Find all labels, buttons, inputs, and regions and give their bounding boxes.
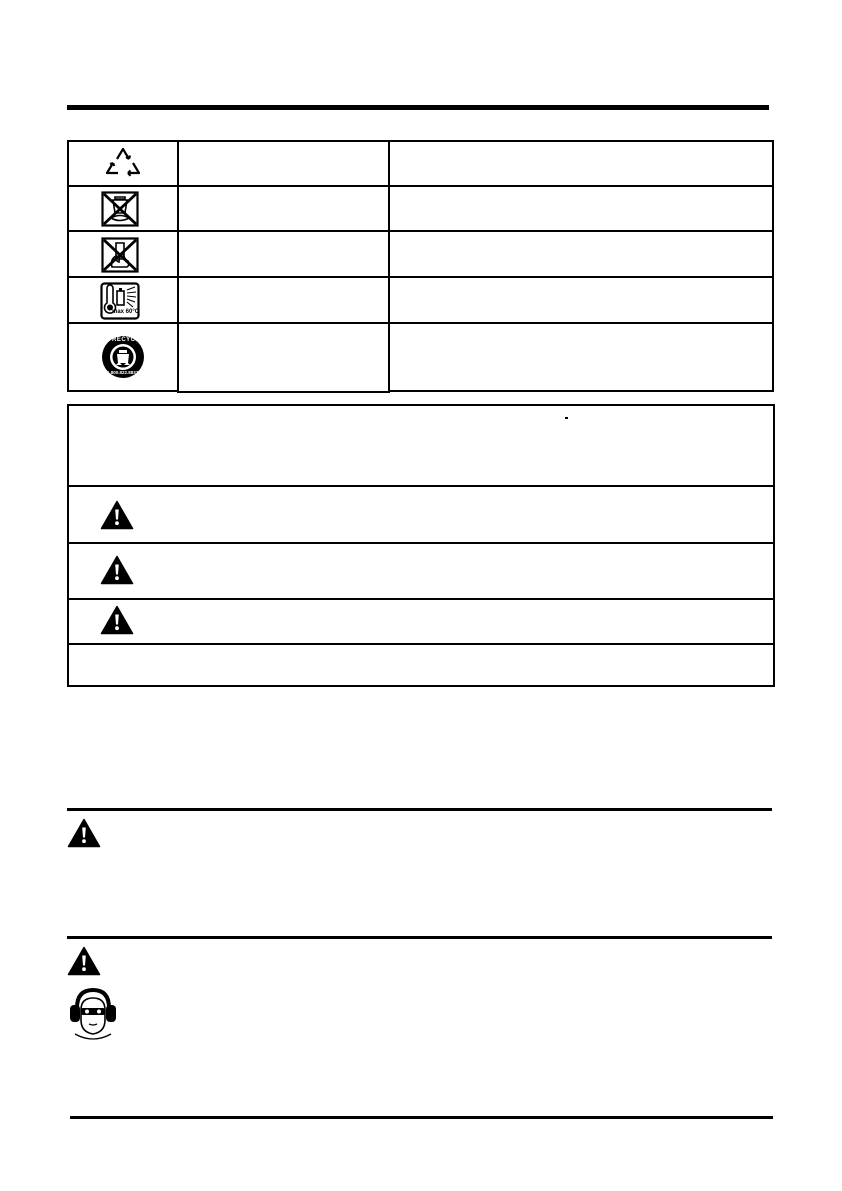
footer-rule: [70, 1116, 773, 1119]
rbrc-top-text: RECYCLE: [112, 337, 145, 343]
no-fire-disposal-icon: [101, 237, 139, 273]
table-row-symbol-name: [177, 140, 390, 187]
signal-row-caution: [69, 600, 773, 643]
table-row-symbol-name: [177, 276, 390, 324]
ear-eye-protection-icon: [67, 986, 119, 1042]
caution-triangle-icon: [100, 605, 134, 635]
table-row-icon-cell: [67, 230, 179, 278]
table-row-symbol-name: [177, 185, 390, 232]
section-rule: [67, 936, 772, 939]
table-row-icon-cell: [67, 185, 179, 232]
signal-row-danger: [69, 487, 773, 542]
header-rule: [67, 105, 769, 110]
warning-triangle-icon: [67, 818, 101, 848]
section-rule: [67, 808, 772, 811]
table-row-meaning: [388, 322, 774, 392]
warning-triangle-icon: [100, 555, 134, 585]
stray-mark: [565, 417, 568, 419]
signal-words-intro: [69, 406, 773, 485]
danger-triangle-icon: [100, 500, 134, 530]
recycle-icon: [102, 145, 144, 183]
warning-block: [67, 814, 772, 924]
signal-row-warning: [69, 544, 773, 599]
table-row-meaning: [388, 140, 774, 187]
table-row-icon-cell: [67, 140, 179, 187]
max-temperature-label: max 60°C: [112, 309, 140, 315]
table-row-meaning: [388, 230, 774, 278]
table-row-icon-cell: [67, 322, 179, 392]
rbrc-phone-text: 1.800.822.8837: [107, 370, 139, 375]
warning-triangle-icon: [67, 946, 101, 976]
warning-block: [67, 942, 772, 1112]
rbrc-recycle-seal-icon: [101, 335, 145, 379]
no-trash-disposal-icon: [101, 191, 139, 227]
signal-words-box: [67, 404, 775, 687]
table-row-meaning: [388, 185, 774, 232]
table-row-symbol-name: [177, 322, 390, 393]
table-row-icon-cell: [67, 276, 179, 324]
table-row-symbol-name: [177, 230, 390, 278]
signal-row-notice: [69, 645, 773, 685]
max-temperature-icon: [100, 282, 140, 320]
table-row-meaning: [388, 276, 774, 324]
